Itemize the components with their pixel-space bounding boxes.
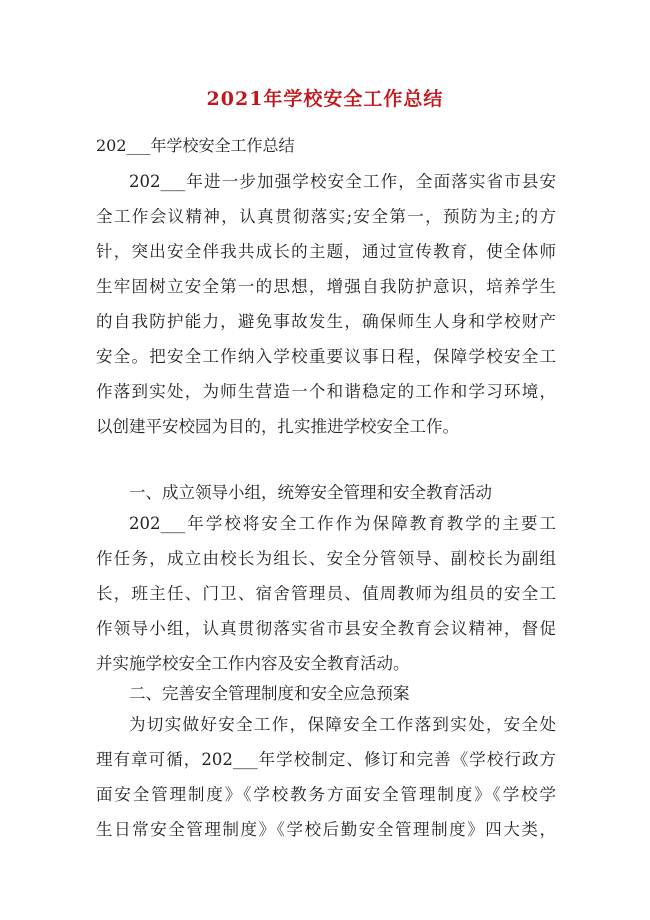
paragraph-line: 并实施学校安全工作内容及安全教育活动。 <box>96 654 410 673</box>
document-subtitle: 202___年学校安全工作总结 <box>96 136 295 155</box>
section-heading-1: 一、成立领导小组，统筹安全管理和安全教育活动 <box>129 483 492 502</box>
paragraph-line: 长，班主任、门卫、宿舍管理员、值周教师为组员的安全工 <box>96 584 556 603</box>
section-heading-2: 二、完善安全管理制度和安全应急预案 <box>129 684 410 703</box>
paragraph-2 <box>96 506 556 681</box>
paragraph-line: 理有章可循，202___年学校制定、修订和完善《学校行政方 <box>96 750 556 769</box>
paragraph-line: 作落到实处，为师生营造一个和谐稳定的工作和学习环境， <box>96 382 556 401</box>
paragraph-line: 作领导小组，认真贯彻落实省市县安全教育会议精神，督促 <box>96 619 556 638</box>
paragraph-line: 面安全管理制度》《学校教务方面安全管理制度》《学校学 <box>96 785 556 804</box>
paragraph-line: 202___年进一步加强学校安全工作，全面落实省市县安 <box>129 172 556 191</box>
paragraph-line: 202___年学校将安全工作作为保障教育教学的主要工 <box>129 514 556 533</box>
paragraph-line: 以创建平安校园为目的，扎实推进学校安全工作。 <box>96 417 459 436</box>
paragraph-line: 生日常安全管理制度》《学校后勤安全管理制度》四大类， <box>96 820 556 839</box>
paragraph-line: 的自我防护能力，避免事故发生，确保师生人身和学校财产 <box>96 312 556 331</box>
paragraph-line: 针，突出安全伴我共成长的主题，通过宣传教育，使全体师 <box>96 242 556 261</box>
paragraph-line: 全工作会议精神，认真贯彻落实;安全第一，预防为主;的方 <box>96 207 556 226</box>
document-title: 2021年学校安全工作总结 <box>206 88 444 110</box>
paragraph-line: 作任务，成立由校长为组长、安全分管领导、副校长为副组 <box>96 549 556 568</box>
paragraph-line: 为切实做好安全工作，保障安全工作落到实处，安全处 <box>129 715 556 734</box>
paragraph-line: 生牢固树立安全第一的思想，增强自我防护意识，培养学生 <box>96 277 556 296</box>
paragraph-1 <box>96 164 556 444</box>
paragraph-line: 安全。把安全工作纳入学校重要议事日程，保障学校安全工 <box>96 347 556 366</box>
paragraph-3 <box>96 707 556 847</box>
